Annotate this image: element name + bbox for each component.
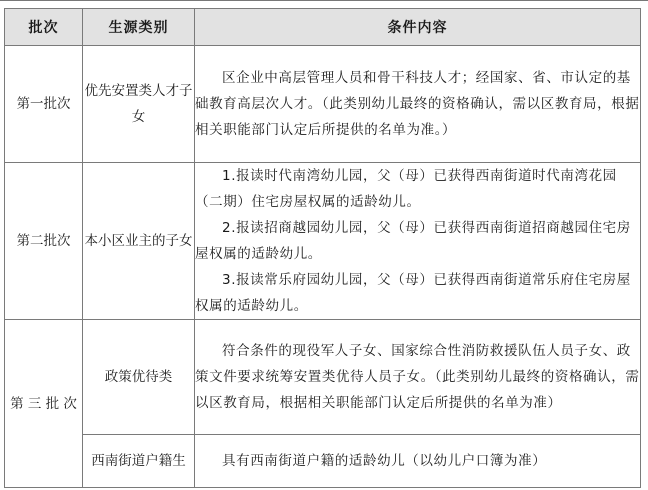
table-row (5, 320, 641, 435)
condition-item-1: 1.报读时代南湾幼儿园，父（母）已获得西南街道时代南湾花园（二期）住宅房屋权属的适龄幼儿。 (195, 168, 617, 210)
conditions-cell (195, 163, 641, 320)
page-top-edge (0, 0, 648, 3)
conditions-cell (195, 46, 641, 163)
batch-cell: 第二批次 (5, 163, 83, 320)
condition-item-3: 3.报读常乐府园幼儿园，父（母）已获得西南街道常乐府住宅房屋权属的适龄幼儿。 (195, 272, 631, 314)
header-batch: 批次 (5, 9, 83, 46)
source-type-cell: 政策优待类 (83, 320, 195, 435)
condition-text: 区企业中高层管理人员和骨干科技人才；经国家、省、市认定的基础教育高层次人才。（此类别幼儿最终的资格确认，需以区教育局，根据相关职能部门认定后所提供的名单为准。） (195, 70, 640, 138)
conditions-cell (195, 435, 641, 488)
table-row (5, 163, 641, 320)
header-conditions: 条件内容 (195, 9, 641, 46)
table-row (5, 46, 641, 163)
table-header-row (5, 9, 641, 46)
batch-cell: 第一批次 (5, 46, 83, 163)
conditions-cell (195, 320, 641, 435)
header-source-type: 生源类别 (83, 9, 195, 46)
batch-cell: 第 三 批 次 (5, 320, 83, 488)
admission-conditions-table (4, 8, 641, 488)
source-type-cell: 本小区业主的子女 (83, 163, 195, 320)
source-type-cell: 优先安置类人才子女 (83, 46, 195, 163)
condition-item-2: 2.报读招商越园幼儿园，父（母）已获得西南街道招商越园住宅房屋权属的适龄幼儿。 (195, 220, 631, 262)
condition-text: 具有西南街道户籍的适龄幼儿（以幼儿户口簿为准） (222, 453, 547, 469)
condition-text: 符合条件的现役军人子女、国家综合性消防救援队伍人员子女、政策文件要求统筹安置类优待人员子女。（此类别幼儿最终的资格确认，需以区教育局，根据相关职能部门认定后所提供的名单为准） (195, 343, 640, 411)
table-row (5, 435, 641, 488)
source-type-cell: 西南街道户籍生 (83, 435, 195, 488)
